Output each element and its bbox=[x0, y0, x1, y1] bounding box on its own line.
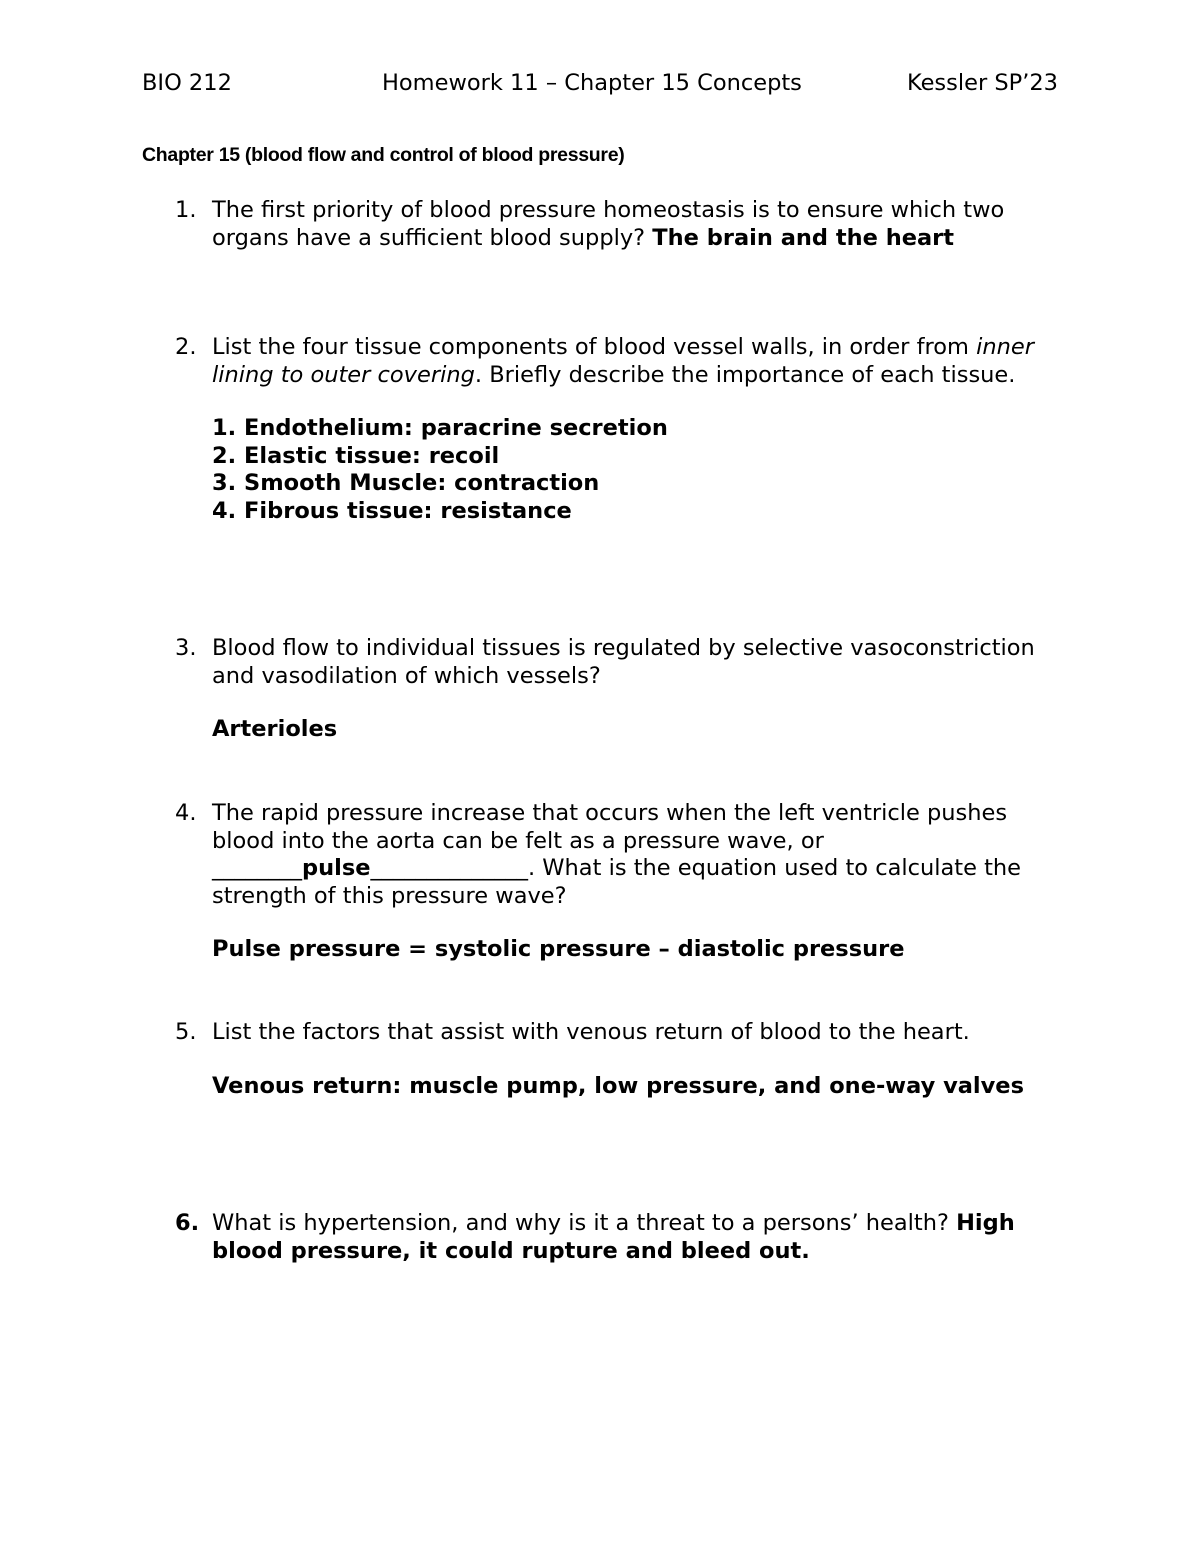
question-prompt: The rapid pressure increase that occurs when the left ventricle pushes blood into the aorta can be felt as a pressure wave, or bbox=[212, 800, 1008, 854]
course-code: BIO 212 bbox=[142, 70, 232, 96]
question-number: 4. bbox=[175, 800, 197, 826]
section-heading: Chapter 15 (blood flow and control of blood pressure) bbox=[142, 144, 625, 166]
question-1 bbox=[142, 197, 1072, 252]
answer-list bbox=[212, 415, 1072, 525]
instructor-term: Kessler SP’23 bbox=[906, 70, 1058, 96]
question-number: 3. bbox=[175, 635, 197, 661]
question-text bbox=[212, 800, 1072, 910]
question-prompt-end: . Briefly describe the importance of each tissue. bbox=[474, 361, 1016, 388]
question-prompt: The first priority of blood pressure homeostasis is to ensure which two organs have a sufficient blood supply? bbox=[212, 197, 1005, 251]
blank-answer: pulse bbox=[302, 855, 371, 881]
blank-line: ______________ bbox=[370, 855, 528, 881]
question-number: 2. bbox=[175, 334, 197, 360]
question-text bbox=[212, 334, 1072, 389]
answer-item: 1. Endothelium: paracrine secretion bbox=[212, 415, 668, 441]
question-6 bbox=[142, 1210, 1072, 1265]
homework-title: Homework 11 – Chapter 15 Concepts bbox=[382, 70, 802, 96]
question-prompt-end: . What is the equation used to calculate the strength of this pressure wave? bbox=[212, 855, 1022, 909]
answer-text: High blood pressure, it could rupture and bleed out. bbox=[212, 1210, 1015, 1264]
answer-text: Pulse pressure = systolic pressure – diastolic pressure bbox=[212, 936, 905, 962]
question-4 bbox=[142, 800, 1072, 964]
question-text bbox=[212, 1210, 1072, 1265]
question-text: List the factors that assist with venous return of blood to the heart. bbox=[212, 1019, 970, 1045]
question-number: 1. bbox=[175, 197, 197, 223]
question-number: 5. bbox=[175, 1019, 197, 1045]
answer-text: The brain and the heart bbox=[652, 224, 955, 251]
answer-text: Arterioles bbox=[212, 716, 338, 742]
question-emphasis: inner lining to outer covering bbox=[212, 334, 1034, 388]
question-prompt: List the four tissue components of blood vessel walls, in order from bbox=[212, 334, 969, 360]
answer-item: 4. Fibrous tissue: resistance bbox=[212, 497, 572, 524]
question-prompt: What is hypertension, and why is it a threat to a persons’ health? bbox=[212, 1210, 949, 1236]
question-5 bbox=[142, 1019, 1072, 1100]
question-2 bbox=[142, 334, 1072, 525]
answer-item: 3. Smooth Muscle: contraction bbox=[212, 470, 600, 496]
question-text: Blood flow to individual tissues is regulated by selective vasoconstriction and vasodilation of which vessels? bbox=[212, 635, 1035, 689]
answer-text: Venous return: muscle pump, low pressure, and one-way valves bbox=[212, 1072, 1024, 1099]
answer-item: 2. Elastic tissue: recoil bbox=[212, 442, 500, 469]
page-header bbox=[142, 70, 1058, 102]
question-number: 6. bbox=[175, 1210, 200, 1236]
blank-line: ________ bbox=[212, 855, 302, 881]
question-3 bbox=[142, 635, 1072, 744]
question-text bbox=[212, 197, 1072, 252]
